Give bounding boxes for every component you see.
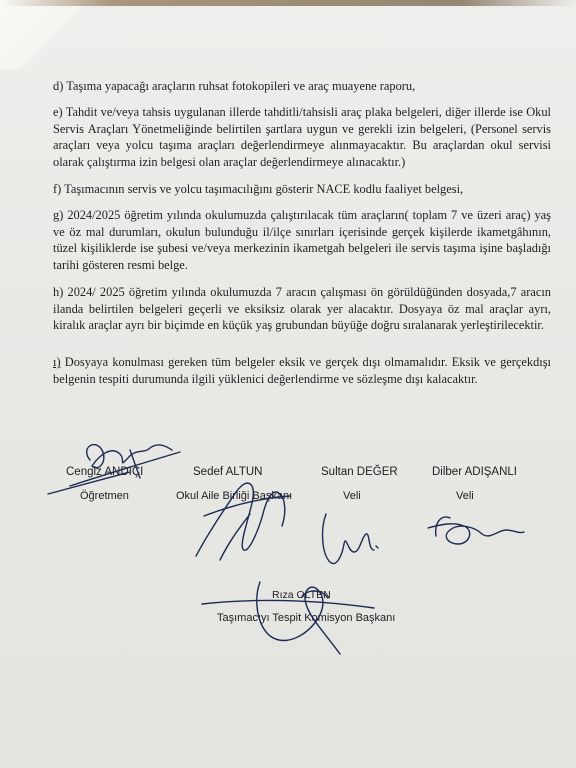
item-g: g) 2024/2025 öğretim yılında okulumuzda çalıştırılacak tüm araçların( toplam 7 ve üzeri araç) yaş ve öz mal durumları, okulun bulunduğu il/ilçe sınırları içerisinde gerçek kişilerde ikametgâhının, tüzel kişiliklerde ise şubesi ve/veya merkezinin ikametgah belgeleri ile servis taşıma işine başladığı tarihi gösteren resmi belge. [53,208,551,272]
signature-2 [190,470,300,565]
signatory-role-1: Öğretmen [80,490,129,502]
item-h: h) 2024/ 2025 öğretim yılında okulumuzda 7 aracın çalışması ön görüldüğünden dosyada,7 aracın ilanda belirtilen belgeleri geçerli ve eksiksiz olarak yer alacaktır. Dosyaya öz mal araçlar ayrı, kiralık araçlar ayrı bir biçimde en küçük yaş grubundan büyüğe doğru sıralanarak yerleştirilecektir. [53,285,551,332]
item-i-marker: ı) [53,355,61,369]
signatory-role-4: Veli [456,490,474,502]
signatory-name-3: Sultan DEĞER [321,466,398,478]
signature-chair [198,568,378,664]
item-d: d) Taşıma yapacağı araçların ruhsat fotokopileri ve araç muayene raporu, [53,79,416,93]
item-i [53,354,551,387]
page-fold [0,0,80,70]
signature-1 [40,428,190,508]
signature-4 [420,508,530,554]
chair-role: Taşımacıyı Tespit Komisyon Başkanı [217,612,396,624]
chair-name: Rıza OLTEN [272,589,331,601]
item-e: e) Tahdit ve/veya tahsis uygulanan illerde tahditli/tahsisli araç plaka belgeleri, diğer illerde ise Okul Servis Araçları Yönetmeliğinde belirtilen şartlara uygun ve gerekli izin belgeleri, (Personel servis araçları veya yolcu taşıma araçları değerlendirmeye alınmayacaktır. Bu araçlardan okul servisi olarak çalıştırma izin belgesi olan araçlar değerlendirmeye alınacaktır.) [53,105,551,169]
item-f: f) Taşımacının servis ve yolcu taşımacılığını gösterir NACE kodlu faaliyet belgesi, [53,182,464,196]
signatory-name-1: Cengiz ANDIÇI [66,466,144,478]
signature-3 [316,506,386,572]
signatory-name-4: Dilber ADIŞANLI [432,466,518,478]
signatory-role-2: Okul Aile Birliği Başkanı [176,490,293,502]
signatory-name-2: Sedef ALTUN [193,466,263,478]
signatory-role-3: Veli [343,490,361,502]
page-edge-shadow [0,0,576,6]
item-i-text: Dosyaya konulması gereken tüm belgeler eksik ve gerçek dışı olmamalıdır. Eksik ve gerçekdışı belgenin tespiti durumunda ilgili yüklenici değerlendirme ve sözleşme dışı kalacaktır. [53,355,551,386]
